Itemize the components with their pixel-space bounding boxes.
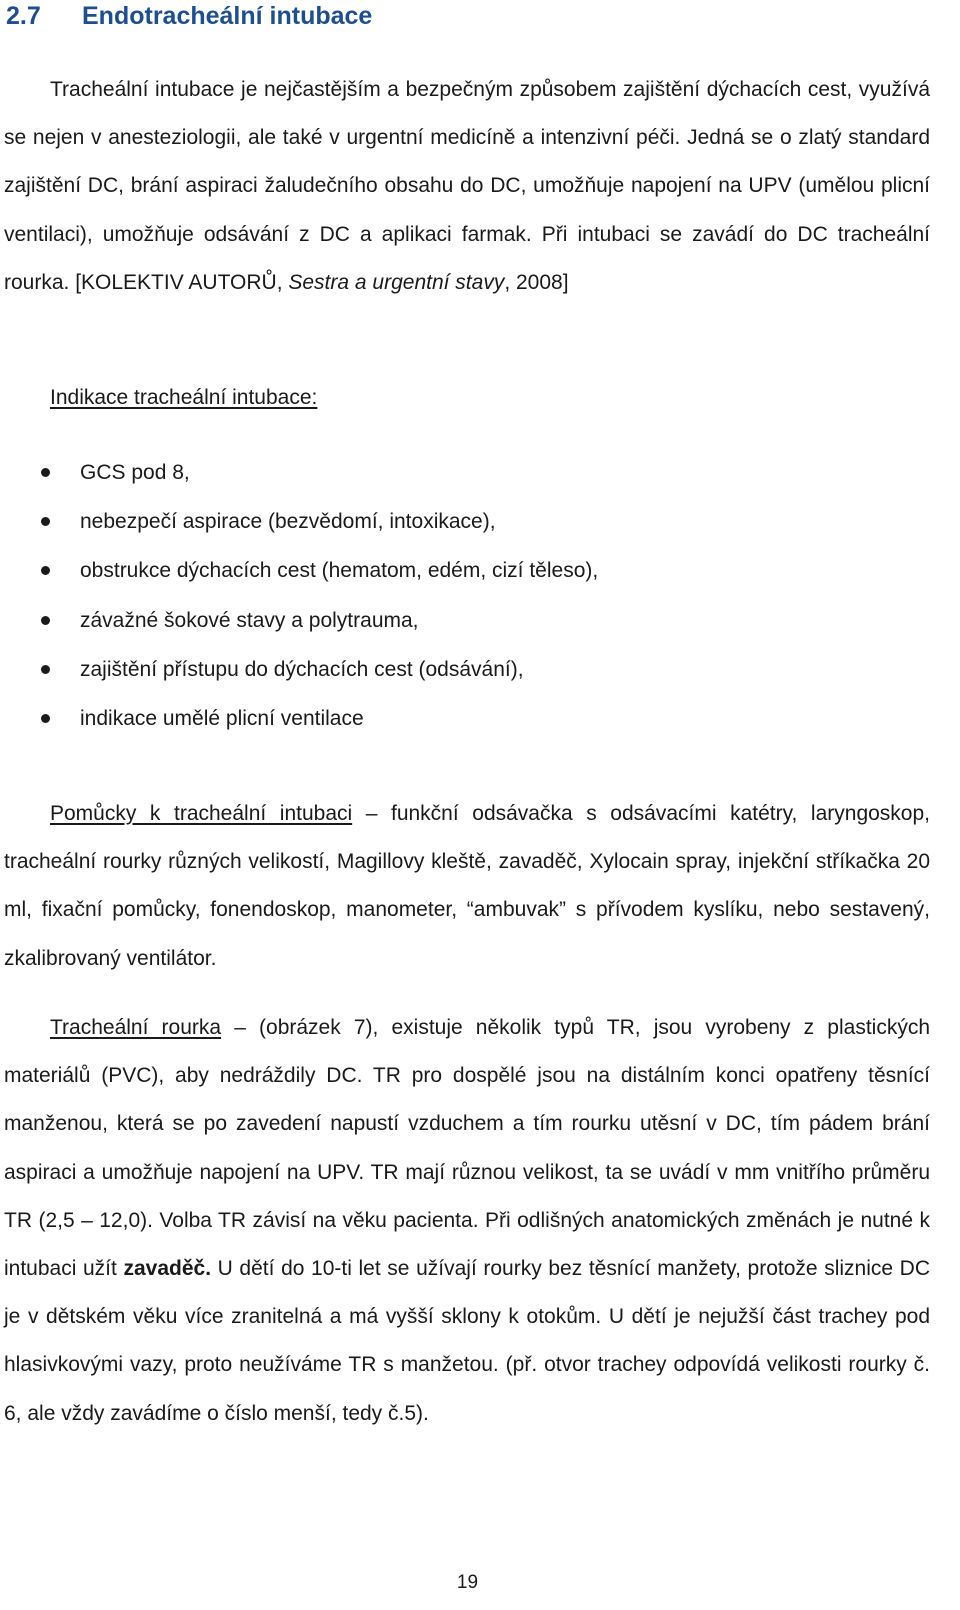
section-title: Endotracheální intubace: [82, 2, 373, 30]
list-item-text: GCS pod 8,: [80, 461, 190, 484]
list-item: [0, 596, 598, 645]
bullet-icon: [41, 665, 50, 674]
list-item-text: zajištění přístupu do dýchacích cest (odsávání),: [80, 657, 524, 681]
intro-text: Tracheální intubace je nejčastějším a bezpečným způsobem zajištění dýchacích cest, využívá se nejen v anesteziologii, ale také v urgentní medicíně a intenzivní péči. Jedná se o zlatý standard zajištění DC, brání aspiraci žaludečního obsahu do DC, umožňuje napojení na UPV (umělou plicní ventilaci), umožňuje odsávání z DC a aplikaci farmak. Při intubaci se zavádí do DC tracheální rourka. [KOLEKTIV AUTORŮ,: [4, 78, 930, 294]
tube-text-b: U dětí do 10-ti let se užívají rourky bez těsnící manžety, protože sliznice DC je v dětském věku více zranitelná a má vyšší sklony k otokům. U dětí je nejužší část trachey pod hlasivkovými vazy, proto neužíváme TR s manžetou. (př. otvor trachey odpovídá velikosti rourky č. 6, ale vždy zavádíme o číslo menší, tedy č.5).: [4, 1257, 931, 1425]
list-item: [0, 448, 598, 497]
intro-paragraph: [4, 66, 930, 307]
list-item-text: nebezpečí aspirace (bezvědomí, intoxikace),: [80, 510, 496, 534]
equipment-paragraph: [4, 790, 930, 983]
list-item: [0, 497, 598, 546]
bullet-icon: [41, 517, 50, 526]
tube-paragraph: [4, 1004, 930, 1438]
list-item: [0, 546, 598, 595]
tube-bold-term: zavaděč.: [123, 1257, 212, 1281]
indications-title: Indikace tracheální intubace:: [50, 386, 318, 409]
bullet-icon: [41, 566, 50, 575]
list-item: [0, 694, 598, 743]
citation-title: Sestra a urgentní stavy: [288, 270, 505, 294]
bullet-icon: [41, 616, 50, 625]
tube-text-a: – (obrázek 7), existuje několik typů TR, jsou vyrobeny z plastických materiálů (PVC), aby nedráždily DC. TR pro dospělé jsou na distálním konci opatřeny těsnící manženou, která se po zavedení napustí vzduchem a tím rourku utěsní v DC, tím pádem brání aspiraci a umožňuje napojení na UPV. TR mají různou velikost, ta se uvádí v mm vnitřího průměru TR (2,5 – 12,0). Volba TR závisí na věku pacienta. Při odlišných anatomických změnách je nutné k intubaci užít: [4, 1016, 931, 1281]
section-number: 2.7: [6, 2, 41, 30]
list-item-text: indikace umělé plicní ventilace: [80, 706, 364, 730]
bullet-icon: [41, 468, 50, 477]
indications-list: [0, 448, 598, 743]
equipment-label: Pomůcky k tracheální intubaci: [50, 802, 353, 825]
equipment-text: – funkční odsávačka s odsávacími katétry, laryngoskop, tracheální rourky různých velikostí, Magillovy kleště, zavaděč, Xylocain spray, injekční stříkačka 20 ml, fixační pomůcky, fonendoskop, manometer, “ambuvak” s přívodem kyslíku, nebo sestavený, zkalibrovaný ventilátor.: [4, 802, 930, 970]
bullet-icon: [41, 714, 50, 723]
list-item-text: obstrukce dýchacích cest (hematom, edém, cizí těleso),: [80, 559, 599, 583]
list-item-text: závažné šokové stavy a polytrauma,: [80, 608, 419, 632]
list-item: [0, 645, 598, 694]
tube-label: Tracheální rourka: [50, 1016, 222, 1039]
page-number: 19: [456, 1572, 479, 1593]
section-heading: [6, 0, 372, 36]
citation-end: , 2008]: [504, 270, 569, 294]
